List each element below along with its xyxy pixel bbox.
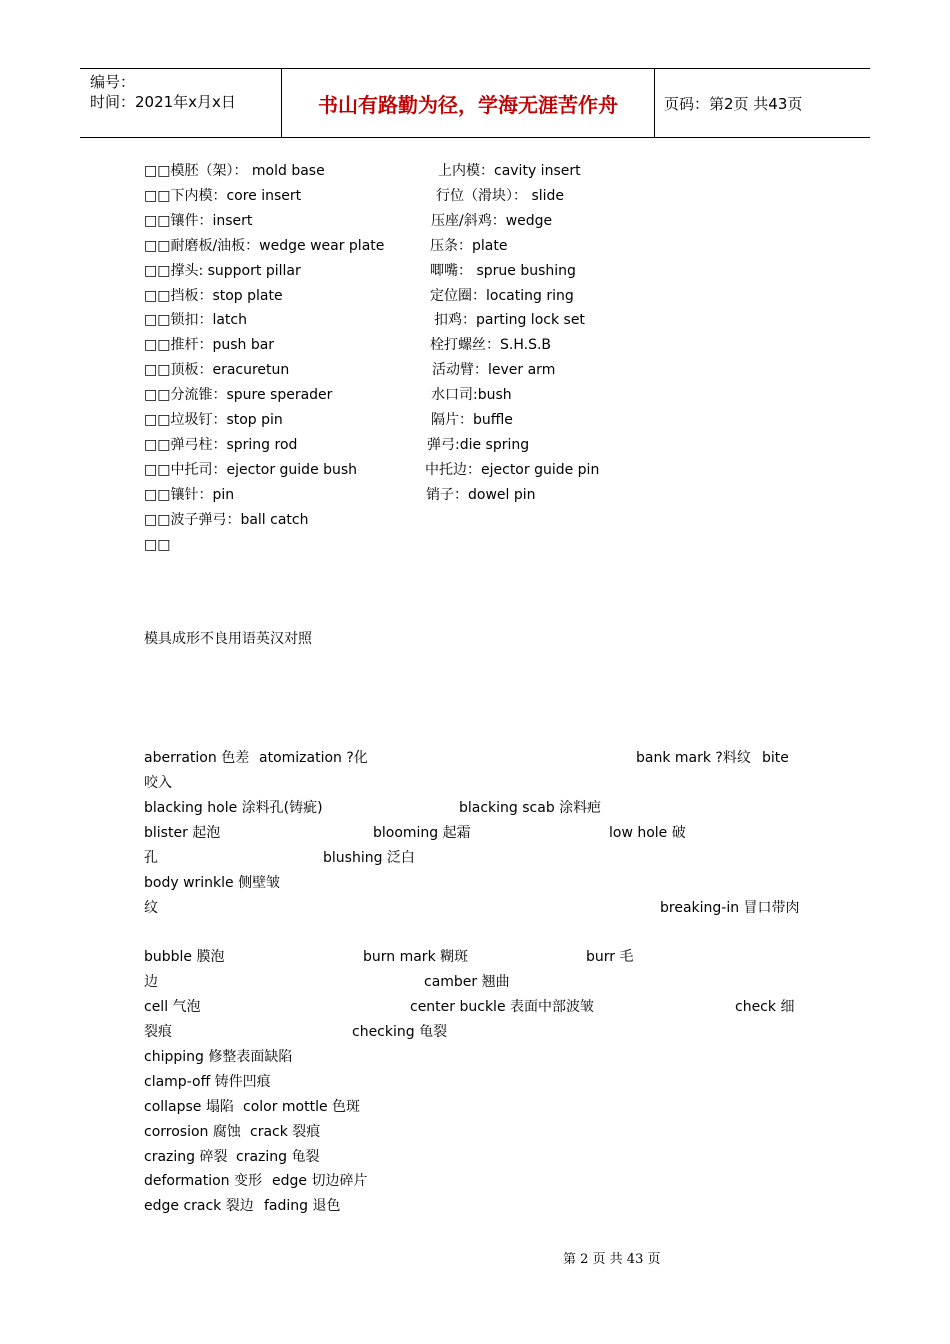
term-entry: color mottle 色斑	[243, 1099, 361, 1115]
term-entry: atomization ?化	[259, 750, 368, 766]
term-line: □□顶板：eracuretun	[144, 362, 290, 378]
term-entry: crazing 碎裂	[144, 1149, 228, 1165]
term-entry: collapse 塌陷	[144, 1099, 234, 1115]
term-entry: fading 退色	[264, 1198, 341, 1214]
term-line: 行位（滑块）： slide	[436, 188, 565, 204]
term-entry: burn mark 糊斑	[363, 949, 469, 965]
term-line: 隔片：buffle	[431, 412, 513, 428]
term-entry: crack 裂痕	[250, 1124, 321, 1140]
term-entry: edge 切边碎片	[272, 1173, 368, 1189]
term-entry: check 细	[735, 999, 795, 1015]
term-entry: bank mark ?料纹	[636, 750, 751, 766]
term-line: □□挡板：stop plate	[144, 288, 283, 304]
term-entry: blooming 起霜	[373, 825, 471, 841]
term-line: □□耐磨板/油板：wedge wear plate	[144, 238, 385, 254]
term-entry: chipping 修整表面缺陷	[144, 1049, 293, 1065]
term-line: 栓打螺丝：S.H.S.B	[430, 337, 552, 353]
term-line: 定位圈：locating ring	[430, 288, 574, 304]
term-entry: blacking hole 涂料孔(铸疵)	[144, 800, 323, 816]
term-entry: breaking-in 冒口带肉	[660, 900, 800, 916]
term-line: □□撑头: support pillar	[144, 263, 301, 279]
term-entry: burr 毛	[586, 949, 634, 965]
header-table	[80, 68, 870, 138]
term-line: □□镶件：insert	[144, 213, 253, 229]
term-line: 活动臂：lever arm	[432, 362, 556, 378]
date-label: 时间：2021年x月x日	[90, 93, 236, 111]
section-title: 模具成形不良用语英汉对照	[144, 631, 312, 647]
term-entry: 边	[144, 974, 158, 990]
term-entry: 纹	[144, 900, 158, 916]
term-line: 压条：plate	[430, 238, 508, 254]
term-entry: cell 气泡	[144, 999, 201, 1015]
term-entry: deformation 变形	[144, 1173, 262, 1189]
term-entry: body wrinkle 侧壁皱	[144, 875, 281, 891]
term-line: □□锁扣：latch	[144, 312, 247, 328]
term-entry: 孔	[144, 850, 158, 866]
term-line: 水口司:bush	[431, 387, 512, 403]
header-left	[90, 72, 236, 112]
term-entry: blister 起泡	[144, 825, 221, 841]
term-line: □□中托司：ejector guide bush	[144, 462, 358, 478]
term-entry: blacking scab 涂料疤	[459, 800, 602, 816]
term-entry: 咬入	[144, 775, 172, 791]
term-entry: aberration 色差	[144, 750, 250, 766]
motto: 书山有路勤为径，学海无涯苦作舟	[318, 92, 618, 117]
term-line: □□推杆：push bar	[144, 337, 275, 353]
term-entry: edge crack 裂边	[144, 1198, 254, 1214]
term-entry: bite	[762, 750, 789, 766]
term-line: □□模胚（架）： mold base	[144, 163, 325, 179]
term-entry: center buckle 表面中部波皱	[410, 999, 595, 1015]
code-label: 编号：	[90, 73, 136, 91]
term-entry: 裂痕	[144, 1024, 172, 1040]
term-line: 唧嘴： sprue bushing	[430, 263, 576, 279]
term-line: □□弹弓柱：spring rod	[144, 437, 298, 453]
term-entry: checking 龟裂	[352, 1024, 448, 1040]
term-line: □□分流锥：spure sperader	[144, 387, 333, 403]
page-info: 页码：第2页 共43页	[664, 95, 803, 113]
term-entry: clamp-off 铸件凹痕	[144, 1074, 271, 1090]
term-line: □□波子弹弓：ball catch	[144, 512, 309, 528]
term-line: □□镶针：pin	[144, 487, 235, 503]
term-line: 弹弓:die spring	[427, 437, 530, 453]
term-entry: bubble 膜泡	[144, 949, 225, 965]
term-line: 扣鸡：parting lock set	[434, 312, 585, 328]
term-entry: low hole 破	[609, 825, 686, 841]
page-footer: 第 2 页 共 43 页	[563, 1252, 661, 1267]
term-entry: corrosion 腐蚀	[144, 1124, 241, 1140]
term-line: 中托边：ejector guide pin	[425, 462, 600, 478]
term-line: 销子：dowel pin	[426, 487, 536, 503]
term-entry: crazing 龟裂	[236, 1149, 320, 1165]
term-entry: camber 翘曲	[424, 974, 510, 990]
term-line: □□垃圾钉：stop pin	[144, 412, 283, 428]
term-line: □□	[144, 537, 171, 553]
term-line: 压座/斜鸡：wedge	[431, 213, 553, 229]
term-line: □□下内模：core insert	[144, 188, 302, 204]
term-entry: blushing 泛白	[323, 850, 415, 866]
term-line: 上内模：cavity insert	[438, 163, 581, 179]
header-divider	[654, 69, 655, 137]
